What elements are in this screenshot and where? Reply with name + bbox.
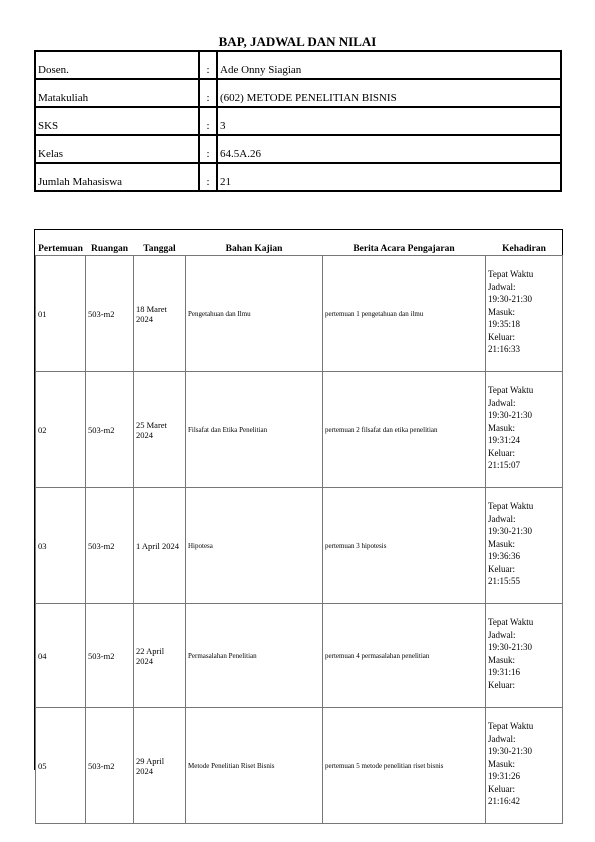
cell-kehadiran: [486, 604, 563, 708]
cell-tanggal: 22 April 2024: [134, 604, 186, 708]
cell-pertemuan: 01: [36, 256, 86, 372]
info-row-dosen: [35, 51, 561, 79]
cell-tanggal: 1 April 2024: [134, 488, 186, 604]
attendance-keluar-time: 21:15:55: [488, 576, 521, 586]
attendance-masuk-label: Masuk:: [488, 422, 515, 433]
cell-kehadiran: [486, 372, 563, 488]
header-pertemuan: Pertemuan: [38, 244, 83, 254]
attendance-status: Tepat Waktu: [488, 617, 534, 627]
info-row-jumlah-mahasiswa: [35, 163, 561, 191]
attendance-jadwal-label: Jadwal:: [488, 397, 516, 408]
attendance-jadwal-time: 19:30-21:30: [488, 642, 532, 652]
cell-ruangan: 503-m2: [86, 604, 134, 708]
cell-pertemuan: 02: [36, 372, 86, 488]
cell-bahan-kajian: Filsafat dan Etika Penelitian: [186, 372, 323, 488]
attendance-masuk-label: Masuk:: [488, 306, 515, 317]
table-row: [36, 604, 563, 708]
attendance-keluar-label: Keluar:: [488, 447, 515, 458]
attendance-jadwal-label: Jadwal:: [488, 733, 516, 744]
attendance-masuk-time: 19:31:24: [488, 435, 521, 445]
attendance-masuk-label: Masuk:: [488, 758, 515, 769]
cell-tanggal: 18 Maret 2024: [134, 256, 186, 372]
info-row-matakuliah: [35, 79, 561, 107]
info-value: 21: [217, 163, 561, 191]
attendance-keluar-label: Keluar:: [488, 563, 515, 574]
attendance-jadwal-label: Jadwal:: [488, 629, 516, 640]
cell-bahan-kajian: Hipotesa: [186, 488, 323, 604]
cell-berita-acara: pertemuan 4 permasalahan penelitian: [323, 604, 486, 708]
cell-bahan-kajian: Metode Penelitian Riset Bisnis: [186, 708, 323, 824]
schedule-header-row: [36, 230, 563, 256]
header-tanggal: Tanggal: [143, 244, 176, 254]
cell-ruangan: 503-m2: [86, 372, 134, 488]
attendance-jadwal-time: 19:30-21:30: [488, 526, 532, 536]
header-ruangan: Ruangan: [91, 244, 128, 254]
attendance-masuk-time: 19:31:16: [488, 667, 521, 677]
info-row-kelas: [35, 135, 561, 163]
info-separator: :: [199, 79, 217, 107]
attendance-masuk-label: Masuk:: [488, 654, 515, 665]
schedule-table-container: [34, 229, 563, 806]
attendance-keluar-label: Keluar:: [488, 331, 515, 342]
attendance-keluar-label: Keluar:: [488, 783, 515, 794]
table-row: [36, 372, 563, 488]
attendance-status: Tepat Waktu: [488, 501, 534, 511]
info-label: Matakuliah: [35, 79, 199, 107]
attendance-masuk-label: Masuk:: [488, 538, 515, 549]
cell-berita-acara: pertemuan 3 hipotesis: [323, 488, 486, 604]
table-row: [36, 708, 563, 824]
attendance-status: Tepat Waktu: [488, 385, 534, 395]
page-title: BAP, JADWAL DAN NILAI: [218, 34, 377, 49]
attendance-keluar-label: Keluar:: [488, 679, 515, 690]
attendance-masuk-time: 19:35:18: [488, 319, 521, 329]
cell-ruangan: 503-m2: [86, 256, 134, 372]
header-berita-acara: Berita Acara Pengajaran: [353, 244, 455, 254]
cell-berita-acara: pertemuan 2 filsafat dan etika penelitian: [323, 372, 486, 488]
attendance-status: Tepat Waktu: [488, 721, 534, 731]
attendance-jadwal-label: Jadwal:: [488, 513, 516, 524]
cell-bahan-kajian: Permasalahan Penelitian: [186, 604, 323, 708]
cell-ruangan: 503-m2: [86, 708, 134, 824]
cell-bahan-kajian: Pengetahuan dan Ilmu: [186, 256, 323, 372]
schedule-table: [35, 230, 563, 824]
info-row-sks: [35, 107, 561, 135]
attendance-keluar-time: 21:16:33: [488, 344, 521, 354]
cell-tanggal: 29 April 2024: [134, 708, 186, 824]
attendance-jadwal-time: 19:30-21:30: [488, 410, 532, 420]
attendance-masuk-time: 19:31:26: [488, 771, 521, 781]
info-label: Dosen.: [35, 51, 199, 79]
info-value: 64.5A.26: [217, 135, 561, 163]
attendance-masuk-time: 19:36:36: [488, 551, 521, 561]
info-label: Jumlah Mahasiswa: [35, 163, 199, 191]
info-separator: :: [199, 51, 217, 79]
cell-tanggal: 25 Maret 2024: [134, 372, 186, 488]
cell-ruangan: 503-m2: [86, 488, 134, 604]
info-label: SKS: [35, 107, 199, 135]
cell-kehadiran: [486, 488, 563, 604]
attendance-jadwal-time: 19:30-21:30: [488, 746, 532, 756]
cell-kehadiran: [486, 256, 563, 372]
info-separator: :: [199, 163, 217, 191]
cell-pertemuan: 05: [36, 708, 86, 824]
attendance-keluar-time: 21:16:42: [488, 796, 521, 806]
course-info-table: [34, 50, 562, 192]
info-separator: :: [199, 135, 217, 163]
attendance-jadwal-time: 19:30-21:30: [488, 294, 532, 304]
cell-pertemuan: 04: [36, 604, 86, 708]
attendance-jadwal-label: Jadwal:: [488, 281, 516, 292]
info-value: (602) METODE PENELITIAN BISNIS: [217, 79, 561, 107]
cell-berita-acara: pertemuan 1 pengetahuan dan ilmu: [323, 256, 486, 372]
info-separator: :: [199, 107, 217, 135]
table-row: [36, 256, 563, 372]
table-row: [36, 488, 563, 604]
info-value: 3: [217, 107, 561, 135]
cell-berita-acara: pertemuan 5 metode penelitian riset bisnis: [323, 708, 486, 824]
header-kehadiran: Kehadiran: [502, 244, 546, 254]
attendance-keluar-time: 21:15:07: [488, 460, 521, 470]
attendance-status: Tepat Waktu: [488, 269, 534, 279]
header-bahan-kajian: Bahan Kajian: [225, 244, 283, 254]
info-value: Ade Onny Siagian: [217, 51, 561, 79]
cell-kehadiran: [486, 708, 563, 824]
cell-pertemuan: 03: [36, 488, 86, 604]
info-label: Kelas: [35, 135, 199, 163]
